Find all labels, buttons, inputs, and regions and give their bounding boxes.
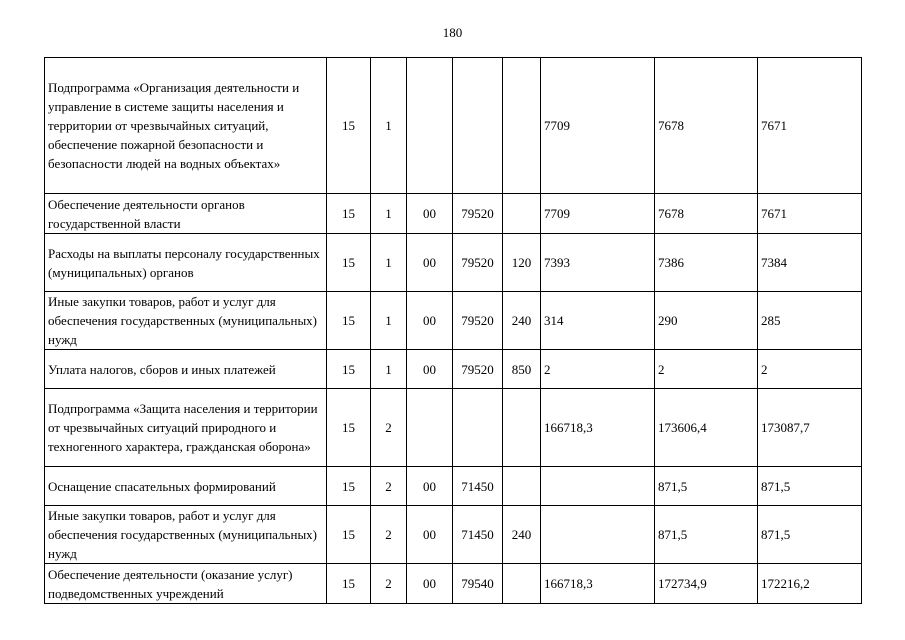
table-row [45,389,862,467]
cell-value-2: 7678 [655,58,758,194]
cell-value-2: 7678 [655,194,758,234]
cell-code-4 [453,58,503,194]
row-name: Расходы на выплаты персоналу государственных (муниципальных) органов [45,234,327,292]
table-row [45,58,862,194]
cell-code-1: 15 [327,292,371,350]
table-row [45,350,862,389]
cell-value-3: 172216,2 [758,564,862,604]
table-row [45,506,862,564]
row-name: Обеспечение деятельности (оказание услуг) подведомственных учреждений [45,564,327,604]
cell-code-3: 00 [407,292,453,350]
cell-value-1: 7709 [541,194,655,234]
cell-code-3: 00 [407,506,453,564]
row-name: Подпрограмма «Защита населения и территории от чрезвычайных ситуаций природного и техногенного характера, гражданская оборона» [45,389,327,467]
cell-code-3: 00 [407,564,453,604]
cell-value-1 [541,506,655,564]
cell-code-2: 1 [371,292,407,350]
cell-code-4: 79540 [453,564,503,604]
table-row [45,234,862,292]
cell-value-3: 173087,7 [758,389,862,467]
cell-code-1: 15 [327,234,371,292]
row-name: Иные закупки товаров, работ и услуг для обеспечения государственных (муниципальных) нужд [45,506,327,564]
cell-code-3: 00 [407,467,453,506]
row-name: Оснащение спасательных формирований [45,467,327,506]
cell-code-2: 1 [371,350,407,389]
cell-value-2: 172734,9 [655,564,758,604]
cell-value-2: 7386 [655,234,758,292]
budget-table [44,57,862,604]
row-name: Иные закупки товаров, работ и услуг для обеспечения государственных (муниципальных) нужд [45,292,327,350]
cell-code-3 [407,58,453,194]
row-name: Уплата налогов, сборов и иных платежей [45,350,327,389]
cell-value-1: 7709 [541,58,655,194]
cell-code-4: 79520 [453,194,503,234]
cell-value-2: 290 [655,292,758,350]
cell-value-2: 2 [655,350,758,389]
row-name: Подпрограмма «Организация деятельности и управление в системе защиты населения и территории от чрезвычайных ситуаций, обеспечение пожарной безопасности и безопасности людей на водных объектах» [45,58,327,194]
cell-code-1: 15 [327,389,371,467]
cell-code-5: 850 [503,350,541,389]
cell-code-1: 15 [327,350,371,389]
cell-value-2: 173606,4 [655,389,758,467]
cell-value-1: 166718,3 [541,389,655,467]
cell-code-4: 71450 [453,467,503,506]
cell-code-5 [503,58,541,194]
cell-value-3: 871,5 [758,506,862,564]
cell-code-4: 71450 [453,506,503,564]
cell-code-5 [503,389,541,467]
table-row [45,467,862,506]
cell-value-3: 2 [758,350,862,389]
cell-code-5: 240 [503,506,541,564]
cell-code-5 [503,564,541,604]
cell-code-5: 240 [503,292,541,350]
cell-code-3: 00 [407,350,453,389]
cell-code-3 [407,389,453,467]
cell-code-5: 120 [503,234,541,292]
cell-code-1: 15 [327,467,371,506]
cell-code-1: 15 [327,564,371,604]
cell-code-2: 1 [371,58,407,194]
cell-value-3: 7384 [758,234,862,292]
cell-code-5 [503,467,541,506]
table-row [45,292,862,350]
cell-value-3: 871,5 [758,467,862,506]
cell-code-3: 00 [407,194,453,234]
cell-value-2: 871,5 [655,467,758,506]
cell-code-3: 00 [407,234,453,292]
cell-value-1: 2 [541,350,655,389]
cell-value-3: 285 [758,292,862,350]
cell-code-2: 2 [371,467,407,506]
cell-code-4: 79520 [453,292,503,350]
page-number: 180 [442,25,463,40]
table-row [45,194,862,234]
cell-code-2: 1 [371,194,407,234]
cell-code-2: 2 [371,564,407,604]
cell-code-1: 15 [327,58,371,194]
cell-code-4: 79520 [453,234,503,292]
cell-code-1: 15 [327,506,371,564]
cell-code-2: 2 [371,506,407,564]
cell-code-5 [503,194,541,234]
cell-code-2: 1 [371,234,407,292]
cell-code-2: 2 [371,389,407,467]
table-row [45,564,862,604]
cell-code-1: 15 [327,194,371,234]
cell-value-3: 7671 [758,194,862,234]
cell-code-4: 79520 [453,350,503,389]
cell-value-1 [541,467,655,506]
cell-code-4 [453,389,503,467]
row-name: Обеспечение деятельности органов государственной власти [45,194,327,234]
cell-value-1: 314 [541,292,655,350]
cell-value-1: 7393 [541,234,655,292]
cell-value-2: 871,5 [655,506,758,564]
cell-value-3: 7671 [758,58,862,194]
cell-value-1: 166718,3 [541,564,655,604]
